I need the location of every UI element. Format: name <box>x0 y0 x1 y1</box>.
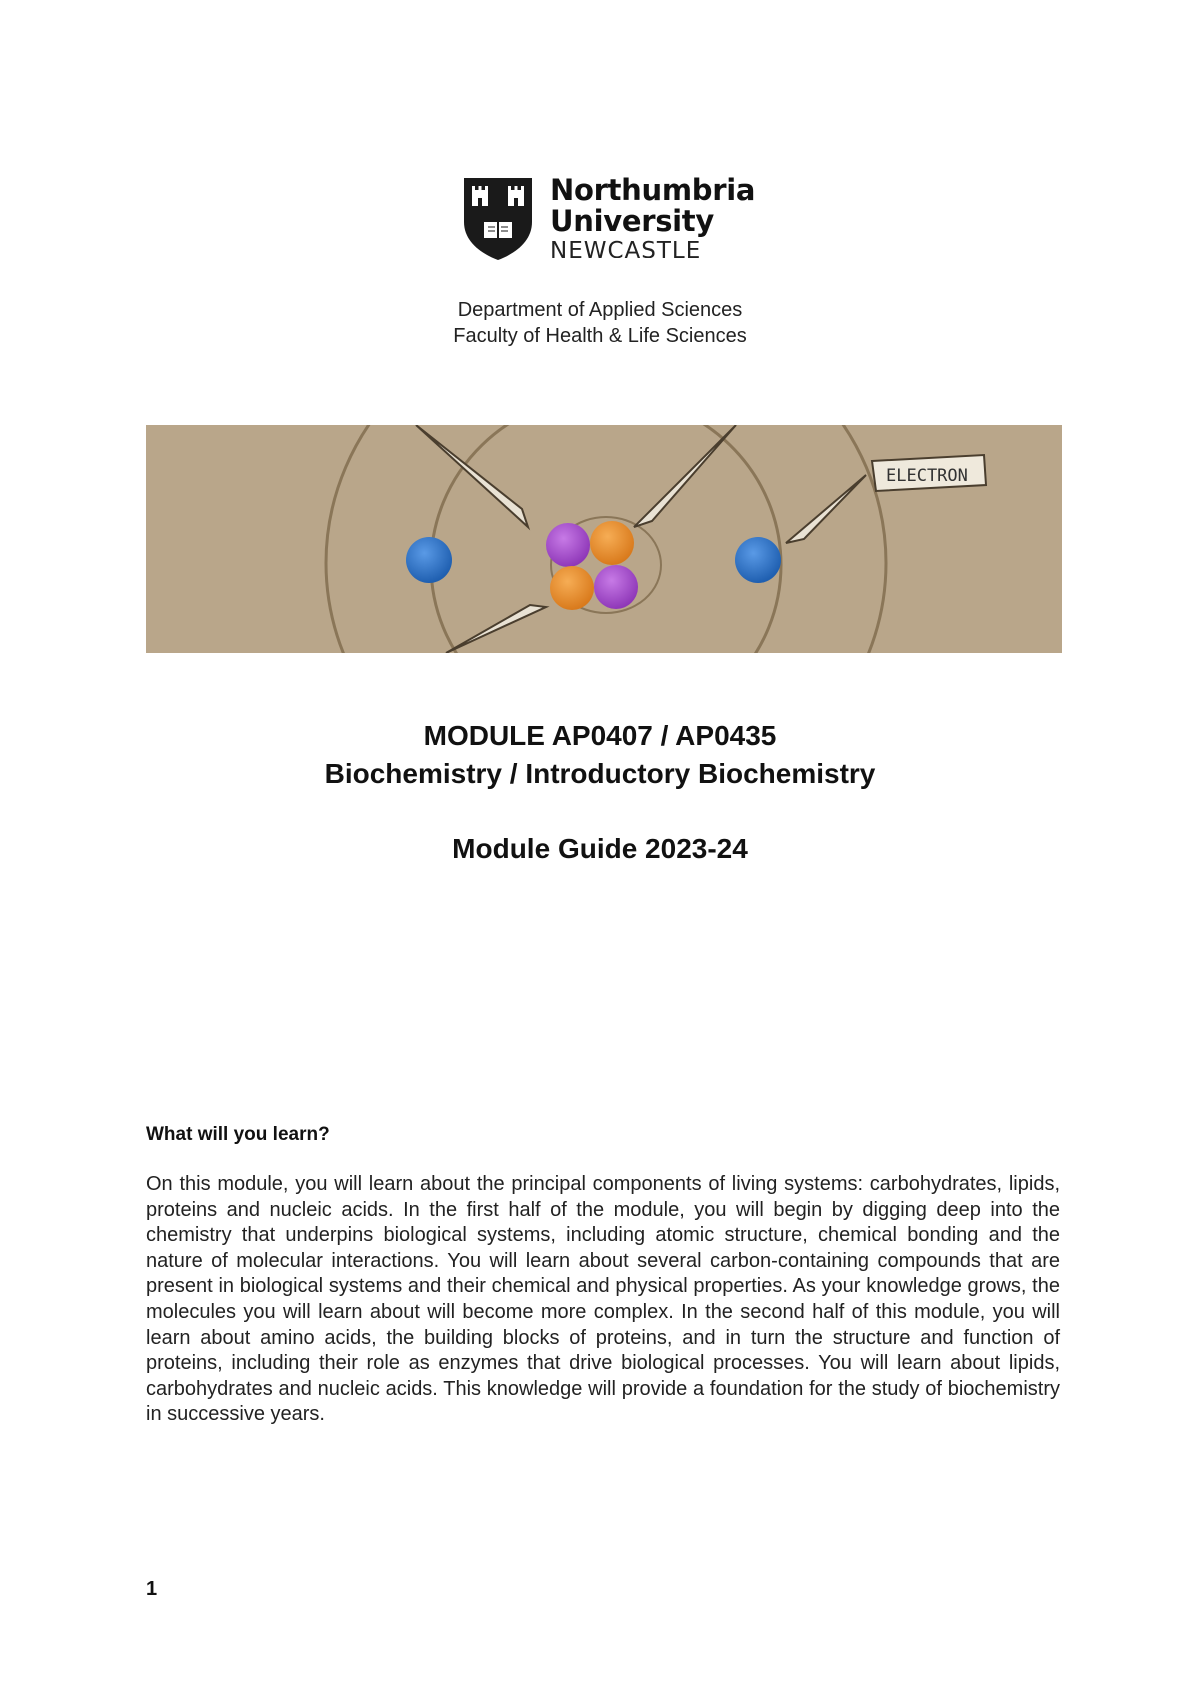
module-name-title: Biochemistry / Introductory Biochemistry <box>324 758 876 789</box>
section-body: On this module, you will learn about the principal components of living systems: carbohydrates, lipids, proteins and nucleic acids. In the first half of the module, you will begin by digging deep into the chemistry that underpins biological systems, including atomic structure, chemical bonding and the nature of molecular interactions. You will learn about several carbon-containing compounds that are present in biological systems and their chemical and physical properties. As your knowledge grows, the molecules you will learn about will become more complex. In the second half of this module, you will learn about amino acids, the building blocks of proteins, and in turn the structure and function of proteins, including their role as enzymes that drive biological processes. You will learn about lipids, carbohydrates and nucleic acids. This knowledge will provide a foundation for the study of biochemistry in successive years. <box>146 1173 1060 1426</box>
module-guide-title: Module Guide 2023-24 <box>452 833 748 864</box>
electron-ball <box>735 537 781 583</box>
electron-label <box>872 455 986 491</box>
logo-name-line2: University <box>550 204 714 238</box>
svg-text:ELECTRON: ELECTRON <box>886 466 968 486</box>
proton-ball <box>546 523 590 567</box>
section-heading: What will you learn? <box>146 1124 330 1145</box>
module-code-title: MODULE AP0407 / AP0435 <box>423 720 777 751</box>
faculty-name: Faculty of Health & Life Sciences <box>453 325 747 347</box>
neutron-ball <box>550 566 594 610</box>
logo-wordmark <box>550 173 756 258</box>
department-name: Department of Applied Sciences <box>457 299 743 321</box>
crest-shield-icon <box>462 176 534 262</box>
page-number: 1 <box>146 1578 158 1600</box>
atom-banner-image <box>146 425 1062 653</box>
electron-ball <box>406 537 452 583</box>
university-logo <box>462 173 762 266</box>
neutron-ball <box>590 521 634 565</box>
proton-ball <box>594 565 638 609</box>
logo-city: NEWCASTLE <box>550 240 702 258</box>
logo-name-line1: Northumbria <box>550 173 756 207</box>
